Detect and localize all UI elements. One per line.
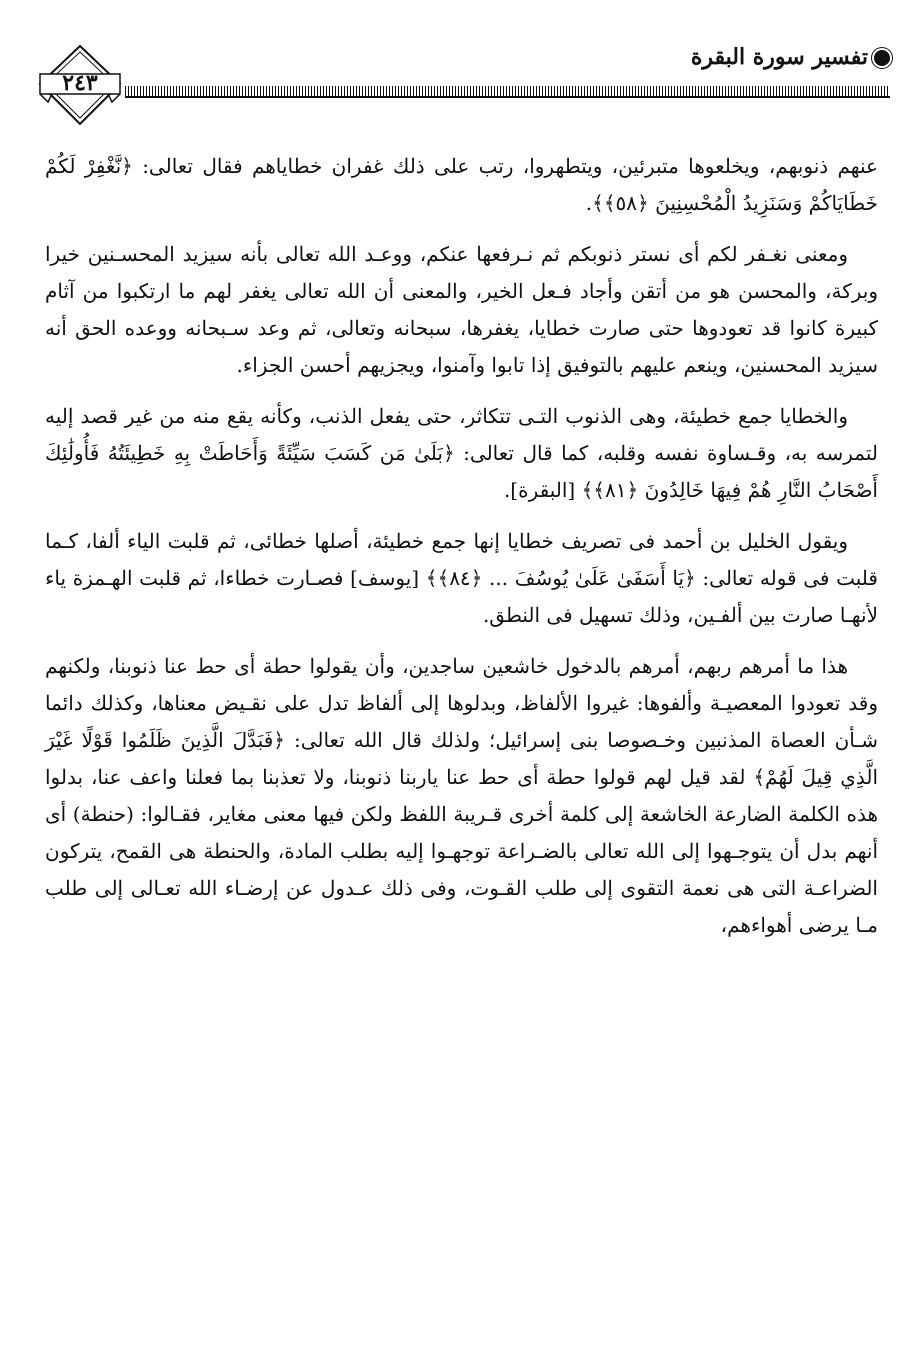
paragraph: هذا ما أمرهم ربهم، أمرهم بالدخول خاشعين ساجدين، وأن يقولوا حطة أى حط عنا ذنوبنا، ولكنهم وقد تعودوا المعصيـة وألفوها: غيروا الألفاظ، وبدلوها إلى ألفاظ تدل على نقـيض معناها، وكذلك دائما شـأن العصاة المذنبين وخـصوصا بنى إسرائيل؛ ولذلك قال الله تعالى: ﴿فَبَدَّلَ الَّذِينَ ظَلَمُوا قَوْلًا غَيْرَ الَّذِي قِيلَ لَهُمْ﴾ لقد قيل لهم قولوا حطة أى حط عنا ياربنا ذنوبنا، ولا تعذبنا بما فعلنا واعف عنا، بدلوا هذه الكلمة الضارعة الخاشعة إلى كلمة أخرى قـريبة اللفظ ولكن فيها معنى مغاير، فقـالوا: (حنطة) أى أنهم بدل أن يتوجـهوا إلى الله تعالى بالضـراعة توجهـوا إليه بطلب المادة، والحنطة هى القمح، يتركون الضراعـة التى هى نعمة التقوى إلى طلب القـوت، وفى ذلك عـدول عن إرضـاء الله تعـالى إلى طلب مـا يرضى أهواءهم، bbox=[45, 654, 878, 937]
page-number-badge bbox=[38, 44, 122, 128]
paragraph: والخطايا جمع خطيئة، وهى الذنوب التـى تتكاثر، حتى يفعل الذنب، وكأنه يقع منه من غير قصد إليه لتمرسه به، وقـساوة نفسه وقلبه، كما قال تعالى: ﴿بَلَىٰ مَن كَسَبَ سَيِّئَةً وَأَحَاطَتْ بِهِ خَطِيئَتُهُ فَأُولَٰئِكَ أَصْحَابُ النَّارِ هُمْ فِيهَا خَالِدُونَ ﴿٨١﴾﴾ [البقرة]. bbox=[45, 404, 878, 502]
header-rule bbox=[125, 86, 890, 98]
running-title bbox=[691, 44, 890, 70]
body-text bbox=[45, 148, 878, 958]
running-title-text: تفسير سورة البقرة bbox=[690, 44, 868, 70]
page-header bbox=[30, 38, 890, 128]
paragraph: ويقول الخليل بن أحمد فى تصريف خطايا إنها جمع خطيئة، أصلها خطائى، ثم قلبت الياء ألفا، كـما قلبت فى قوله تعالى: ﴿يَا أَسَفَىٰ عَلَىٰ يُوسُفَ ... ﴿٨٤﴾﴾ [يوسف] فصـارت خطاءا، ثم قلبت الهـمزة ياء لأنهـا صارت بين ألفـين، وذلك تسهيل فى النطق. bbox=[45, 529, 878, 627]
flower-ornament-icon bbox=[874, 50, 890, 66]
paragraph: عنهم ذنوبهم، ويخلعوها متبرئين، ويتطهروا، رتب على ذلك غفران خطاياهم فقال تعالى: ﴿نَّغْفِرْ لَكُمْ خَطَايَاكُمْ وَسَنَزِيدُ الْمُحْسِنِينَ ﴿٥٨﴾﴾. bbox=[45, 154, 878, 215]
paragraph: ومعنى نغـفر لكم أى نستر ذنوبكم ثم نـرفعها عنكم، ووعـد الله تعالى بأنه سيزيد المحسـنين خيرا وبركة، والمحسن هو من أتقن وأجاد فـعل الخير، والمعنى أن الله تعالى يغفر لهم ما ارتكبوا من آثام كبيرة كانوا قد تعودوها حتى صارت خطايا، يغفرها، سبحانه وتعالى، ثم وعد سـبحانه ووعده الحق أنه سيزيد المحسنين، وينعم عليهم بالتوفيق إذا تابوا وآمنوا، ويجزيهم أحسن الجزاء. bbox=[45, 242, 878, 377]
page-number: ٢٤٣ bbox=[62, 70, 98, 96]
